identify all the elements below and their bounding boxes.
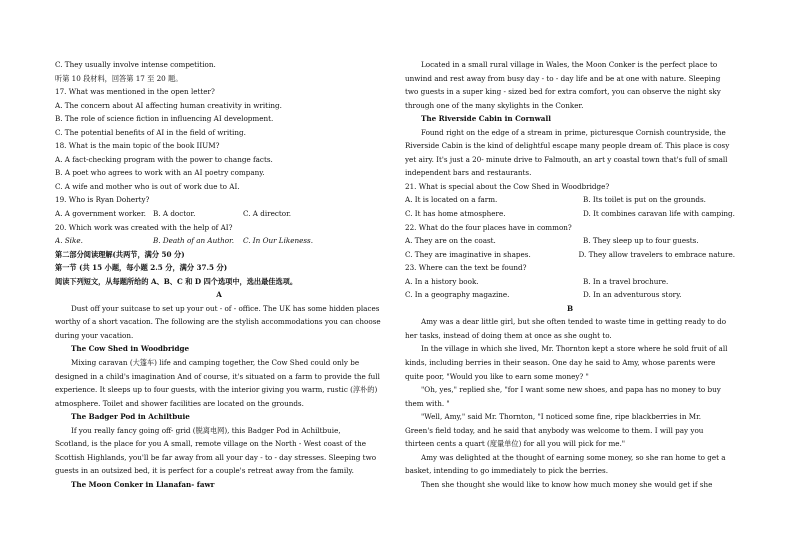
option-21c: C. It has home atmosphere. xyxy=(405,209,506,219)
option-21a: A. It is located on a farm. xyxy=(405,195,498,205)
question-23: 23. Where can the text be found? xyxy=(405,263,527,273)
options-19 xyxy=(55,207,383,221)
passage-text: quite poor, "Would you like to earn some money? " xyxy=(405,371,589,381)
passage-text: them with. " xyxy=(405,398,450,408)
passage-text: atmosphere. Toilet and shower facilities are located on the grounds. xyxy=(55,398,304,408)
passage-text: Amy was delighted at the thought of earning some money, so she ran home to get a xyxy=(421,452,726,462)
option-23a: A. In a history book. xyxy=(405,276,479,286)
passage-text: basket, intending to go immediately to pick the berries. xyxy=(405,466,608,476)
left-column xyxy=(55,58,383,492)
options-22-ab xyxy=(405,234,735,248)
passage-text: yet airy. It's just a 20- minute drive to Falmouth, an art y coastal town that's full of small xyxy=(405,154,728,164)
passage-text: Scottish Highlands, you'll be far away from all your day - to - day stresses. Sleeping two xyxy=(55,452,377,462)
passage-text: Located in a small rural village in Wales, the Moon Conker is the perfect place to xyxy=(421,60,718,69)
question-21: 21. What is special about the Cow Shed in Woodbridge? xyxy=(405,181,610,191)
option-23c: C. In a geography magazine. xyxy=(405,290,510,300)
subsection-heading: 第一节 (共 15 小题，每小题 2.5 分，满分 37.5 分) xyxy=(55,263,228,273)
option-19b: B. A doctor. xyxy=(153,209,196,219)
options-21-cd xyxy=(405,207,735,221)
text-line: C. They usually involve intense competition. xyxy=(55,60,216,69)
passage-text: Dust off your suitcase to set up your out - of - office. The UK has some hidden places xyxy=(71,303,380,313)
subheading-badger-pod: The Badger Pod in Achiltbuie xyxy=(71,412,190,422)
passage-text: Riverside Cabin is the kind of delightful escape many people dream of. This place is cosy xyxy=(405,141,730,151)
option-22d: D. They allow travelers to embrace nature. xyxy=(578,249,735,259)
reading-instruction: 阅读下列短文，从每题所给的 A、B、C 和 D 四个选项中，选出最佳选项。 xyxy=(55,276,298,286)
right-column xyxy=(405,58,735,492)
option-22a: A. They are on the coast. xyxy=(405,236,496,246)
passage-text: unwind and rest away from busy day - to - day life and be at one with nature. Sleeping xyxy=(405,73,721,83)
passage-text: kinds, including berries in their season. One day he said to Amy, whose parents were xyxy=(405,358,716,368)
option-17c: C. The potential benefits of AI in the field of writing. xyxy=(55,127,246,137)
option-17b: B. The role of science fiction in influencing AI development. xyxy=(55,114,274,124)
question-17: 17. What was mentioned in the open letter? xyxy=(55,87,215,97)
passage-text: during your vacation. xyxy=(55,330,134,340)
options-20 xyxy=(55,234,383,248)
passage-text: "Oh, yes," replied she, "for I want some new shoes, and papa has no money to buy xyxy=(421,385,721,395)
subheading-moon-conker: The Moon Conker in Llanafan- fawr xyxy=(71,479,215,489)
passage-text: independent bars and restaurants. xyxy=(405,168,532,178)
passage-text: "Well, Amy," said Mr. Thornton, "I noticed some fine, ripe blackberries in Mr. xyxy=(421,412,702,422)
passage-text: designed in a child's imagination And of course, it's situated on a farm to provide the full xyxy=(55,371,380,381)
option-22b: B. They sleep up to four guests. xyxy=(583,236,699,246)
option-17a: A. The concern about AI affecting human creativity in writing. xyxy=(55,100,282,110)
options-23-cd xyxy=(405,288,735,302)
passage-text: Amy was a dear little girl, but she often tended to waste time in getting ready to do xyxy=(421,317,727,327)
passage-text: experience. It sleeps up to four guests, with the interior giving you warm, rustic (淳朴的) xyxy=(55,385,378,395)
subheading-riverside-cabin: The Riverside Cabin in Cornwall xyxy=(421,114,551,124)
listening-instruction: 听第 10 段材料，回答第 17 至 20 题。 xyxy=(55,73,183,83)
option-21b: B. Its toilet is put on the grounds. xyxy=(583,195,706,205)
passage-text: Mixing caravan (大篷车) life and camping together, the Cow Shed could only be xyxy=(71,358,360,368)
option-23d: D. In an adventurous story. xyxy=(583,290,682,300)
passage-text: two guests in a super king - sized bed for extra comfort, you can observe the night sky xyxy=(405,87,721,97)
option-20b: B. Death of an Author. xyxy=(153,236,235,246)
passage-label-b: B xyxy=(566,303,574,313)
options-23-ab xyxy=(405,275,735,289)
option-19c: C. A director. xyxy=(243,209,292,219)
passage-text: worthy of a short vacation. The following are the stylish accommodations you can choose xyxy=(55,317,381,327)
options-22-cd xyxy=(405,248,735,262)
passage-text: Found right on the edge of a stream in prime, picturesque Cornish countryside, the xyxy=(421,127,726,137)
question-18: 18. What is the main topic of the book IIUM? xyxy=(55,141,220,151)
question-19: 19. Who is Ryan Doherty? xyxy=(55,195,150,205)
passage-label-a: A xyxy=(216,290,222,300)
section-heading: 第二部分阅读理解(共两节，满分 50 分) xyxy=(55,249,185,259)
subheading-cow-shed: The Cow Shed in Woodbridge xyxy=(71,344,190,354)
option-18a: A. A fact-checking program with the power to change facts. xyxy=(55,154,273,164)
passage-text: Then she thought she would like to know how much money she would get if she xyxy=(421,479,713,489)
passage-text: If you really fancy going off- grid (脱离电网), this Badger Pod in Achiltbuie, xyxy=(71,425,341,435)
passage-text: thirteen cents a quart (度量单位) for all you will pick for me." xyxy=(405,439,626,449)
question-20: 20. Which work was created with the help of AI? xyxy=(55,222,233,232)
option-21d: D. It combines caravan life with camping. xyxy=(583,209,735,219)
passage-text: through one of the many skylights in the Conker. xyxy=(405,100,584,110)
passage-text: her tasks, instead of doing them at once as she ought to. xyxy=(405,330,612,340)
options-21-ab xyxy=(405,193,735,207)
passage-text: guests in an outsized bed, it is perfect for a couple's retreat away from the family. xyxy=(55,466,354,476)
option-20a: A. Sike. xyxy=(55,236,83,246)
option-18c: C. A wife and mother who is out of work due to AI. xyxy=(55,181,240,191)
option-23b: B. In a travel brochure. xyxy=(583,276,669,286)
passage-text: In the village in which she lived, Mr. Thornton kept a store where he sold fruit of all xyxy=(421,344,728,354)
passage-text: Scotland, is the place for you A small, remote village on the North - West coast of the xyxy=(55,439,367,449)
question-22: 22. What do the four places have in common? xyxy=(405,222,572,232)
option-22c: C. They are imaginative in shapes. xyxy=(405,249,531,259)
option-20c: C. In Our Likeness. xyxy=(243,236,314,246)
option-18b: B. A poet who agrees to work with an AI poetry company. xyxy=(55,168,265,178)
passage-text: Green's field today, and he said that anybody was welcome to them. I will pay you xyxy=(405,425,704,435)
option-19a: A. A government worker. xyxy=(55,209,146,219)
